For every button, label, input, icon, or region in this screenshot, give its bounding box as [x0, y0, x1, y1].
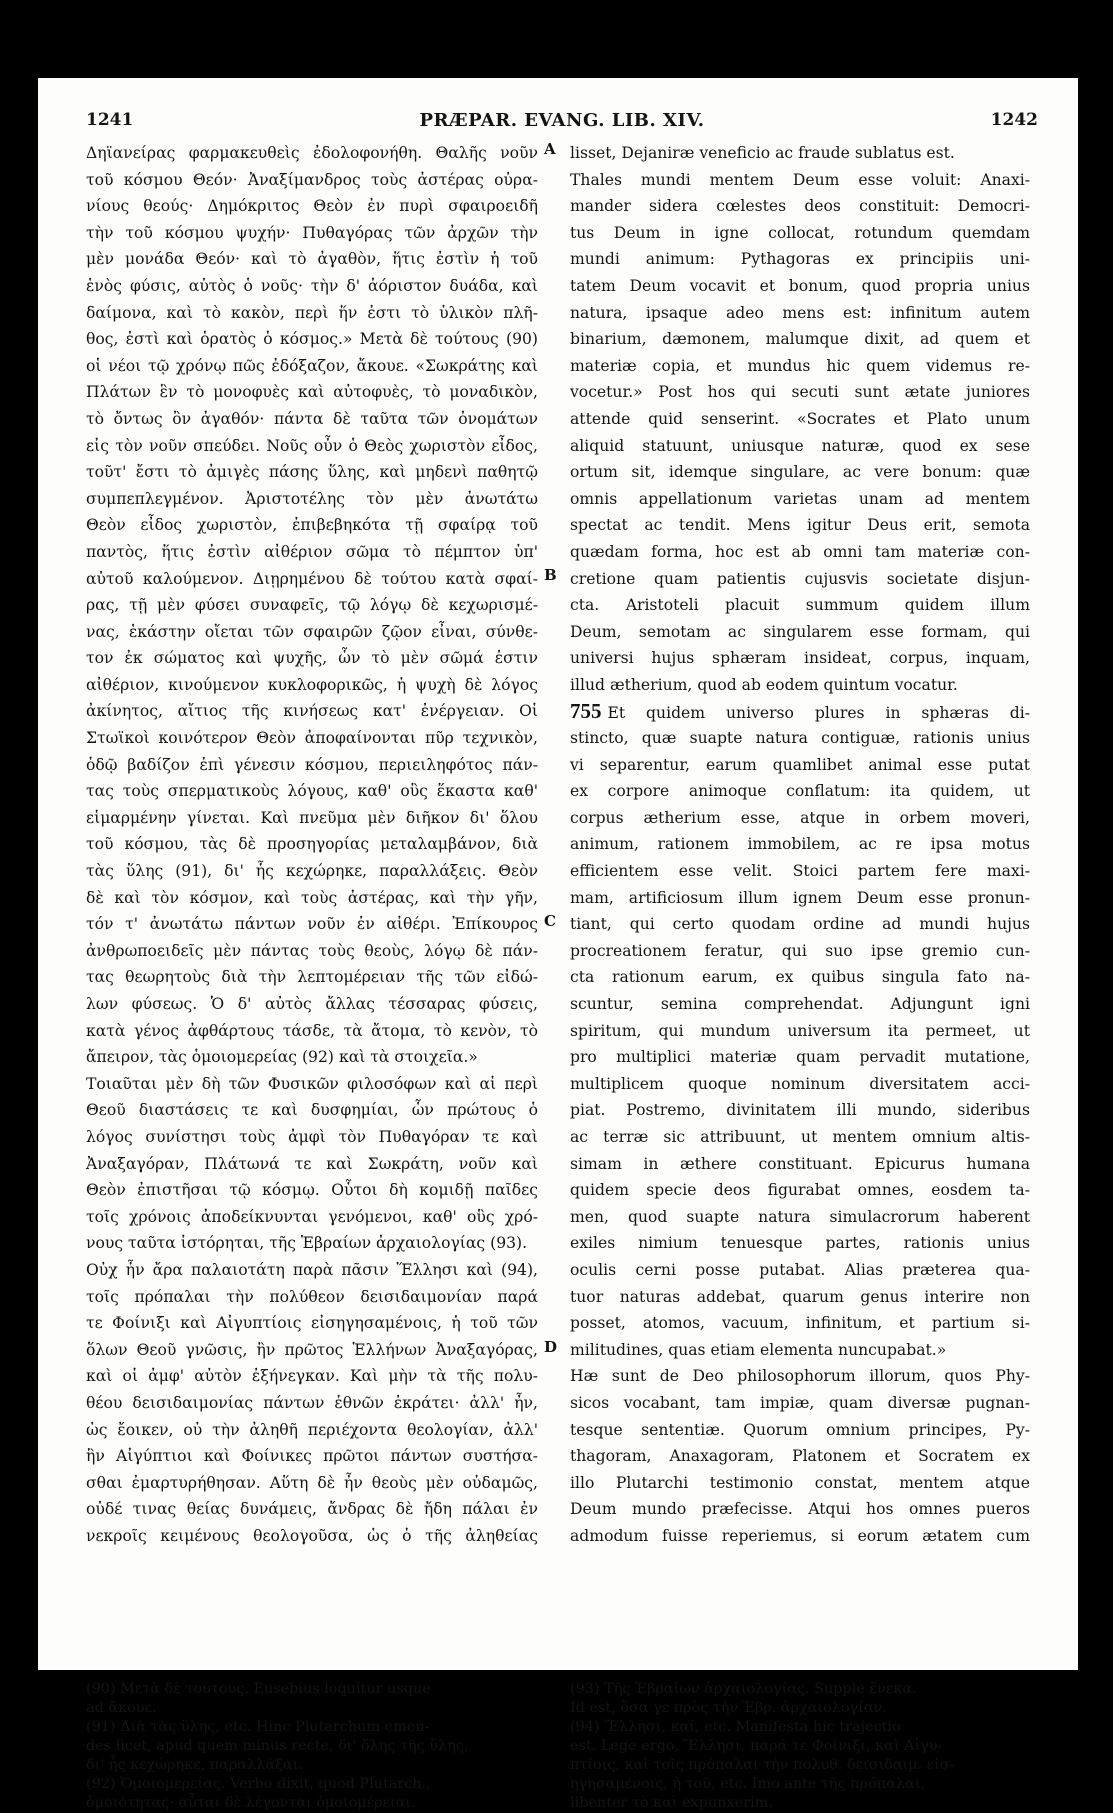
- footnote-line: (93) Τῆς Ἑβραίων ἀρχαιολογίας. Supple ἕνεκα.: [570, 1681, 917, 1697]
- latin-text-line: corpus ætherium esse, atque in orbem moveri,: [570, 808, 1030, 827]
- latin-text-line: ortum sit, idemque singulare, ac vere bonum: quæ: [570, 463, 1030, 482]
- greek-text-line: ἣν Αἰγύπτιοι καὶ Φοίνικες πρῶτοι πάντων συστήσα-: [86, 1447, 538, 1466]
- greek-text-line: μὲν μονάδα Θεόν· καὶ τὸ ἀγαθὸν, ἥτις ἐστὶν ἡ τοῦ: [86, 250, 538, 269]
- greek-text-line: παντὸς, ἥτις ἐστὶν αἰθέριον σῶμα τὸ πέμπτον ὑπ': [86, 542, 538, 561]
- latin-text-line: quædam forma, hoc est ab omni tam materiæ con-: [570, 542, 1030, 561]
- greek-text-line: εἰς τὸν νοῦν σπεύδει. Νοῦς οὖν ὁ Θεὸς χωριστὸν εἶδος,: [86, 436, 538, 455]
- latin-text-line: animum, rationem immobilem, ac re ipsa motus: [570, 835, 1030, 854]
- margin-marker-a: A: [544, 140, 556, 158]
- latin-text-line: natura, ipsaque adeo mens est: infinitum autem: [570, 303, 1030, 322]
- greek-text-line: ἀνθρωποειδεῖς μὲν πάντας τοὺς θεοὺς, λόγῳ δὲ πάν-: [86, 941, 538, 960]
- footnote-line: ὁμοιότητας· αὗται δὲ λέγονται ὁμοιομέρειαι.: [86, 1795, 416, 1811]
- latin-text-line: efficientem esse velit. Stoici partem fere maxi-: [570, 862, 1030, 881]
- right-page-number: 1242: [990, 110, 1038, 130]
- greek-text-line: τὸ ὄντως ὂν ἀγαθόν· πάντα δὲ ταῦτα τῶν ὀνομάτων: [86, 409, 538, 428]
- greek-text-line: τοῖς χρόνοις ἀποδείκνυνται γενόμενοι, καθ' οὓς χρό-: [86, 1207, 538, 1226]
- greek-text-line: ρας, τῇ μὲν φύσει συναφεῖς, τῷ λόγῳ δὲ κεχωρισμέ-: [86, 596, 538, 615]
- greek-text-line: ἀκίνητος, αἴτιος τῆς κινήσεως κατ' ἐνέργειαν. Οἱ: [86, 702, 538, 721]
- greek-text-line: συμπεπλεγμένον. Ἀριστοτέλης τὸν μὲν ἀνωτάτω: [86, 489, 538, 508]
- latin-text-line: men, quod suapte natura simulacrorum haberent: [570, 1207, 1030, 1226]
- latin-text-line: mander sidera cœlestes deos constituit: Democri-: [570, 197, 1030, 216]
- greek-text-line: δὲ καὶ τὸν κόσμον, καὶ τοὺς ἀστέρας, καὶ τὴν γῆν,: [86, 888, 538, 907]
- footnote-line: δι' ἧς κεχώρηκε, παραλλάξαι.: [86, 1757, 303, 1773]
- scanned-page: [38, 78, 1078, 1811]
- latin-text-line: stincto, quæ suapte natura contiguæ, rationis unius: [570, 729, 1030, 748]
- greek-text-line: καὶ οἱ ἀμφ' αὐτὸν ἐξήνεγκαν. Καὶ μὴν τὰ τῆς πολυ-: [86, 1367, 538, 1386]
- latin-text-line: mundi animum: Pythagoras ex principiis uni-: [570, 250, 1030, 269]
- latin-text-line: sicos vocabant, tam impiæ, quam diversæ pugnan-: [570, 1393, 1030, 1412]
- greek-text-line: ἄπειρον, τὰς ὁμοιομερείας (92) καὶ τὰ στοιχεῖα.»: [86, 1048, 478, 1067]
- greek-text-line: Θεὸν ἐπιστῆσαι τῷ κόσμῳ. Οὗτοι δὴ κομιδῇ παῖδες: [86, 1181, 538, 1200]
- latin-text-line: tatem Deum vocavit et bonum, quod propria unius: [570, 276, 1030, 295]
- greek-text-line: θος, ἐστὶ καὶ ὁρατὸς ὁ κόσμος.» Μετὰ δὲ τούτους (90): [86, 330, 538, 349]
- latin-text-line: simam in æthere constituant. Epicurus humana: [570, 1154, 1030, 1173]
- latin-text-line: lisset, Dejaniræ veneficio ac fraude sublatus est.: [570, 144, 955, 162]
- latin-text-line: oculis cerni posse putabat. Alias præterea qua-: [570, 1260, 1030, 1279]
- latin-text-line: vocetur.» Post hos qui secuti sunt ætate juniores: [570, 383, 1030, 402]
- greek-text-line: αὐτοῦ καλούμενον. Διῃρημένου δὲ τούτου κατὰ σφαί-: [86, 569, 538, 588]
- greek-text-line: Δηϊανείρας φαρμακευθεὶς ἐδολοφονήθη. Θαλῆς νοῦν: [86, 144, 538, 162]
- latin-text-line: procreationem feratur, qui suo ipse gremio cun-: [570, 941, 1030, 960]
- footnote-line: (92) Ὁμοιομερείας. Verbo dixit, quod Plutarch.,: [86, 1776, 431, 1792]
- greek-text-line: νους ταῦτα ἱστόρηται, τῆς Ἑβραίων ἀρχαιολογίας (93).: [86, 1234, 528, 1253]
- latin-text-line: cta. Aristoteli placuit summum quidem illum: [570, 596, 1030, 615]
- latin-text-line: spectat ac tendit. Mens igitur Deus erit, semota: [570, 516, 1030, 535]
- latin-text-line: cretione quam patientis cujusvis societate disjun-: [570, 569, 1030, 588]
- footnote-line: (91) Διὰ τὰς ὕλης, etc. Hinc Plutarchum emen-: [86, 1719, 430, 1735]
- greek-text-line: κατὰ γένος ἀφθάρτους τάσδε, τὰ ἄτομα, τὸ κενὸν, τὸ: [86, 1021, 538, 1040]
- latin-text-line: universi hujus sphæram insideat, corpus, inquam,: [570, 649, 1030, 668]
- latin-text-line: Deum, semotam ac singularem esse formam, qui: [570, 622, 1030, 641]
- greek-text-line: δαίμονα, καὶ τὸ κακὸν, περὶ ἥν ἐστι τὸ ὑλικὸν πλῆ-: [86, 303, 538, 322]
- greek-text-line: τοῦ κόσμου, τὰς δὲ προσηγορίας μεταλαμβάνον, διὰ: [86, 835, 538, 854]
- footnote-line: (94) Ἕλλησι, καί, etc. Manifesta hic trajectio: [570, 1719, 901, 1735]
- latin-text-line: mam, artificiosum illum ignem Deum esse pronun-: [570, 888, 1030, 907]
- latin-text-line: piat. Postremo, divinitatem illi mundo, sideribus: [570, 1101, 1030, 1120]
- greek-text-line: τὴν τοῦ κόσμου ψυχήν· Πυθαγόρας τῶν ἀρχῶν τὴν: [86, 223, 538, 242]
- greek-text-line: τον ἐκ σώματος καὶ ψυχῆς, ὧν τὸ μὲν σῶμά ἐστιν: [86, 649, 538, 668]
- latin-text-line: exiles nimium tenuesque partes, rationis unius: [570, 1234, 1030, 1253]
- latin-text-line: cta rationum earum, ex quibus singula fato na-: [570, 968, 1030, 987]
- latin-text-line: illo Plutarchi testimonio constat, mentem atque: [570, 1473, 1030, 1492]
- greek-text-line: Ἀναξαγόραν, Πλάτωνά τε καὶ Σωκράτη, νοῦν καὶ: [86, 1154, 538, 1173]
- greek-text-line: τας τοὺς σπερματικοὺς λόγους, καθ' οὓς ἕκαστα καθ': [86, 782, 538, 801]
- greek-text-line: Θεὸν εἶδος χωριστὸν, ἐπιβεβηκότα τῇ σφαίρᾳ τοῦ: [86, 516, 538, 535]
- latin-text-line: Deum mundo præfecisse. Atqui hos omnes pueros: [570, 1500, 1030, 1519]
- latin-text-line: pro multiplici materiæ quam pervadit mutatione,: [570, 1048, 1030, 1067]
- latin-text-line: omnis appellationum varietas unam ad mentem: [570, 489, 1030, 508]
- latin-text-line: Hæ sunt de Deo philosophorum illorum, quos Phy-: [570, 1367, 1030, 1386]
- footnote-line: Id est, ὅσα γε πρὸς τὴν Ἑβρ. ἀρχαιολογίαν.: [570, 1700, 887, 1716]
- latin-text-line: thagoram, Anaxagoram, Platonem et Socratem ex: [570, 1447, 1030, 1466]
- greek-text-line: τόν τ' ἀνωτάτω πάντων νοῦν ἐν αἰθέρι. Ἐπίκουρος: [86, 915, 538, 934]
- margin-marker-c: C: [544, 912, 556, 930]
- greek-text-line: ὁδῷ βαδίζον ἐπὶ γένεσιν κόσμου, περιειληφότος πάν-: [86, 755, 538, 774]
- margin-marker-d: D: [544, 1338, 558, 1356]
- section-number: 755: [570, 699, 602, 724]
- greek-text-line: εἱμαρμένην γίνεται. Καὶ πνεῦμα μὲν διῆκον δι' ὅλου: [86, 808, 538, 827]
- greek-text-line: τοῦ κόσμου Θεόν· Ἀναξίμανδρος τοὺς ἀστέρας οὐρα-: [86, 170, 538, 189]
- latin-text-line: spiritum, qui mundum universum ita permeet, ut: [570, 1021, 1030, 1040]
- footnote-line: ηγησαμένοις, ἡ τοῦ, etc. Imo ante τῆς πρόπαλαι,: [570, 1776, 926, 1792]
- latin-text-line: ac terræ sic attribuunt, ut mentem omnium altis-: [570, 1127, 1030, 1146]
- running-title: PRÆPAR. EVANG. LIB. XIV.: [419, 110, 705, 131]
- greek-text-line: οὐδέ τινας θείας δυνάμεις, ἄνδρας δὲ ἤδη πάλαι ἐν: [86, 1500, 538, 1519]
- latin-text-line: quidem specie deos figurabat omnes, eosdem ta-: [570, 1181, 1030, 1200]
- greek-text-line: σθαι ἐμαρτυρήθησαν. Αὕτη δὲ ἦν θεοὺς μὲν οὐδαμῶς,: [86, 1473, 538, 1492]
- greek-text-line: θέου δεισιδαιμονίας πάντων ἐθνῶν ἐκράτει· ἀλλ' ἦν,: [86, 1393, 538, 1412]
- greek-text-line: ὡς ἔοικεν, οὐ τὴν ἀληθῆ περιέχοντα θεολογίαν, ἀλλ': [86, 1420, 538, 1439]
- greek-text-line: τε Φοίνιξι καὶ Αἰγυπτίοις εἰσηγησαμένοις, ἡ τοῦ τῶν: [86, 1314, 538, 1333]
- footnote-line: des licet, apud quem minus recte, δι' ὅλης τῆς ὕλης,: [86, 1738, 469, 1754]
- latin-text-line: multiplicem quoque nominum diversitatem acci-: [570, 1074, 1030, 1093]
- latin-text-line: illud ætherium, quod ab eodem quintum vocatur.: [570, 675, 958, 694]
- page-header: [86, 110, 1038, 136]
- latin-text-line: ex corpore animoque conflatum: ita quidem, ut: [570, 782, 1030, 801]
- greek-text-line: λων φύσεως. Ὁ δ' αὐτὸς ἄλλας τέσσαρας φύσεις,: [86, 995, 538, 1013]
- greek-text-line: ἑνὸς φύσις, αὐτὸς ὁ νοῦς· τὴν δ' ἀόριστον δυάδα, καὶ: [86, 276, 538, 295]
- left-page-number: 1241: [86, 110, 134, 130]
- latin-text-line: aliquid statuunt, uniusque naturæ, quod ex sese: [570, 436, 1030, 455]
- greek-text-line: αἰθέριον, κινούμενον κυκλοφορικῶς, ἡ ψυχὴ δὲ λόγος: [86, 675, 538, 694]
- footnotes-left: [86, 1680, 538, 1813]
- margin-marker-b: B: [544, 566, 557, 584]
- latin-text-line: tesque sententiæ. Quorum omnium principes, Py-: [570, 1420, 1030, 1439]
- latin-text-column: [570, 140, 1030, 1549]
- footnote-line: est. Lege ergo, Ἕλλησι, παρά τε Φοίνιξι, καὶ Αἰγυ-: [570, 1738, 943, 1754]
- latin-text-line: tiant, qui certo quodam ordine ad mundi hujus: [570, 915, 1030, 934]
- greek-text-line: νίους θεούς· Δημόκριτος Θεὸν ἐν πυρὶ σφαιροειδῆ: [86, 197, 538, 216]
- greek-text-line: τοῖς πρόπαλαι τὴν πολύθεον δεισιδαιμονίαν παρά: [86, 1287, 538, 1306]
- greek-text-line: Οὐχ ἦν ἄρα παλαιοτάτη παρὰ πᾶσιν Ἕλλησι καὶ (94),: [86, 1260, 538, 1279]
- latin-text-line: tuor naturas addebat, quarum genus interire non: [570, 1287, 1030, 1306]
- greek-text-line: τὰς ὕλης (91), δι' ἧς κεχώρηκε, παραλλάξεις. Θεὸν: [86, 862, 538, 881]
- footnote-line: ad ἄκουε.: [86, 1700, 157, 1716]
- latin-text-line: vi separentur, earum quamlibet animal esse putat: [570, 755, 1030, 774]
- latin-text-line: [570, 698, 1030, 725]
- latin-text-line: Thales mundi mentem Deum esse voluit: Anaxi-: [570, 170, 1030, 189]
- footnote-line: libenter τὸ καὶ expunxerim.: [570, 1795, 773, 1811]
- latin-text-line: tus Deum in igne collocat, rotundum quemdam: [570, 223, 1030, 242]
- text-line-content: Et quidem universo plures in sphæras di-: [607, 704, 1030, 723]
- greek-text-line: τας θεωρητοὺς διὰ τὴν λεπτομέρειαν τῆς τῶν εἰδώ-: [86, 968, 538, 987]
- footnotes-right: [570, 1680, 1030, 1813]
- greek-text-line: οἱ νέοι τῷ χρόνῳ πῶς ἐδόξαζον, ἄκουε. «Σωκράτης καὶ: [86, 356, 538, 375]
- greek-text-line: λόγος συνίστησι τοὺς ἀμφὶ τὸν Πυθαγόραν τε καὶ: [86, 1127, 538, 1146]
- greek-text-line: Πλάτων ἓν τὸ μονοφυὲς καὶ αὐτοφυὲς, τὸ μοναδικὸν,: [86, 383, 538, 402]
- greek-text-line: ὅλων Θεοῦ γνῶσις, ἣν πρῶτος Ἑλλήνων Ἀναξαγόρας,: [86, 1340, 538, 1359]
- greek-text-line: τοῦτ' ἔστι τὸ ἀμιγὲς πάσης ὕλης, καὶ μηδενὶ παθητῷ: [86, 463, 538, 482]
- greek-text-line: νεκροῖς κειμένους θεολογοῦσα, ὡς ὁ τῆς ἀληθείας: [86, 1526, 538, 1545]
- latin-text-line: binarium, dæmonem, malumque dixit, ad quem et: [570, 330, 1030, 349]
- latin-text-line: posset, atomos, vacuum, infinitum, et partium si-: [570, 1314, 1030, 1333]
- greek-text-column: [86, 140, 538, 1549]
- greek-text-line: Τοιαῦται μὲν δὴ τῶν Φυσικῶν φιλοσόφων καὶ αἱ περὶ: [86, 1074, 538, 1093]
- greek-text-line: νας, ἑκάστην οἴεται τῶν σφαιρῶν ζῷον εἶναι, σύνθε-: [86, 622, 538, 641]
- greek-text-line: Στωϊκοὶ κοινότερον Θεὸν ἀποφαίνονται πῦρ τεχνικὸν,: [86, 729, 538, 748]
- latin-text-line: scuntur, semina comprehendat. Adjungunt igni: [570, 995, 1030, 1013]
- greek-text-line: Θεοῦ διαστάσεις τε καὶ δυσφημίαι, ὧν πρώτους ὁ: [86, 1101, 538, 1120]
- footnote-line: (90) Μετὰ δὲ τούτους. Eusebius loquitur usque: [86, 1681, 431, 1697]
- footnote-line: πτίοις, καὶ τοῖς πρόπαλαι τὴν πολυθ. δεισιδαιμ. εἰσ-: [570, 1757, 955, 1773]
- latin-text-line: militudines, quas etiam elementa nuncupabat.»: [570, 1340, 947, 1359]
- latin-text-line: materiæ copia, et mundus hic quem videmus re-: [570, 356, 1030, 375]
- latin-text-line: attende quid senserint. «Socrates et Plato unum: [570, 409, 1030, 428]
- latin-text-line: admodum fuisse reperiemus, si eorum ætatem cum: [570, 1526, 1030, 1545]
